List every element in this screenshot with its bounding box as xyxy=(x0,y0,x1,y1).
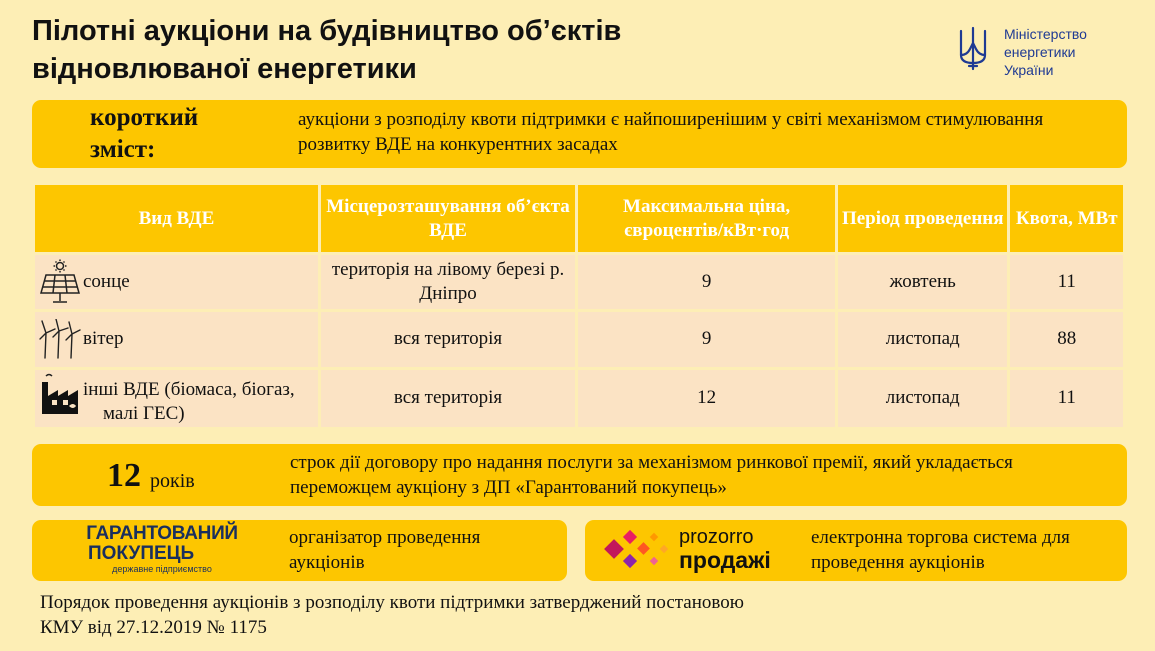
factory-icon xyxy=(39,372,81,416)
contract-years-unit: років xyxy=(150,470,195,492)
cell-price: 9 xyxy=(577,311,837,368)
cell-location: вся територія xyxy=(319,311,576,368)
table-header-row xyxy=(34,184,1125,254)
cell-price: 9 xyxy=(577,254,837,311)
guaranteed-buyer-logo xyxy=(82,524,242,575)
cell-quota: 88 xyxy=(1009,311,1125,368)
contract-text: строк дії договору про надання послуги за механізмом ринкової премії, який укладається переможцем аукціону з ДП «Гарантований покупець» xyxy=(290,452,1013,498)
cell-period: жовтень xyxy=(837,254,1009,311)
prozorro-text: електронна торгова система для проведення аукціонів xyxy=(811,527,1070,573)
gp-logo-line2: ПОКУПЕЦЬ xyxy=(88,543,195,564)
summary-label: короткий зміст: xyxy=(90,104,199,163)
type-label: інші ВДЕ (біомаса, біогаз, малі ГЕС) xyxy=(83,379,295,425)
prozorro-mark-icon xyxy=(603,526,673,572)
prozorro-logo-line2: продажі xyxy=(679,547,771,573)
footer-note: Порядок проведення аукціонів з розподілу квоти підтримки затверджений постановою КМУ від 27.12.2019 № 1175 xyxy=(40,592,744,638)
cell-quota: 11 xyxy=(1009,368,1125,428)
ministry-logo xyxy=(958,25,1087,79)
contract-years-number: 12 xyxy=(107,457,141,494)
summary-text: аукціони з розподілу квоти підтримки є найпоширенішим у світі механізмом стимулювання розвитку ВДЕ на конкурентних засадах xyxy=(298,109,1044,155)
prozorro-banner xyxy=(585,520,1127,581)
header-quota: Квота, МВт xyxy=(1009,184,1125,254)
header-period: Період проведення xyxy=(837,184,1009,254)
ministry-name: Міністерство енергетики України xyxy=(1004,26,1087,78)
table-row xyxy=(34,311,1125,368)
header-price: Максимальна ціна, євроцентів/кВт·год xyxy=(577,184,837,254)
summary-banner xyxy=(32,100,1127,168)
type-label: вітер xyxy=(83,328,124,350)
cell-location: територія на лівому березі р. Дніпро xyxy=(319,254,576,311)
auction-table xyxy=(32,182,1126,430)
type-label: сонце xyxy=(83,271,130,293)
guaranteed-buyer-text: організатор проведення аукціонів xyxy=(289,527,481,573)
table-row xyxy=(34,368,1125,428)
gp-logo-line1: ГАРАНТОВАНИЙ xyxy=(86,523,238,544)
prozorro-logo-line1: prozorro xyxy=(679,526,754,548)
cell-location: вся територія xyxy=(319,368,576,428)
guaranteed-buyer-banner xyxy=(32,520,567,581)
gp-logo-line3: державне підприємство xyxy=(112,564,212,574)
cell-type xyxy=(34,254,320,311)
cell-period: листопад xyxy=(837,368,1009,428)
cell-type xyxy=(34,368,320,428)
cell-price: 12 xyxy=(577,368,837,428)
header-location: Місцерозташування об’єкта ВДЕ xyxy=(319,184,576,254)
prozorro-logo xyxy=(603,526,771,572)
contract-banner xyxy=(32,444,1127,506)
wind-turbine-icon xyxy=(39,319,81,359)
cell-quota: 11 xyxy=(1009,254,1125,311)
cell-type xyxy=(34,311,320,368)
cell-period: листопад xyxy=(837,311,1009,368)
solar-panel-icon xyxy=(39,259,81,305)
table-row xyxy=(34,254,1125,311)
trident-icon xyxy=(958,25,988,71)
page-title: Пілотні аукціони на будівництво об’єктів відновлюваної енергетики xyxy=(32,15,622,85)
header-type: Вид ВДЕ xyxy=(34,184,320,254)
